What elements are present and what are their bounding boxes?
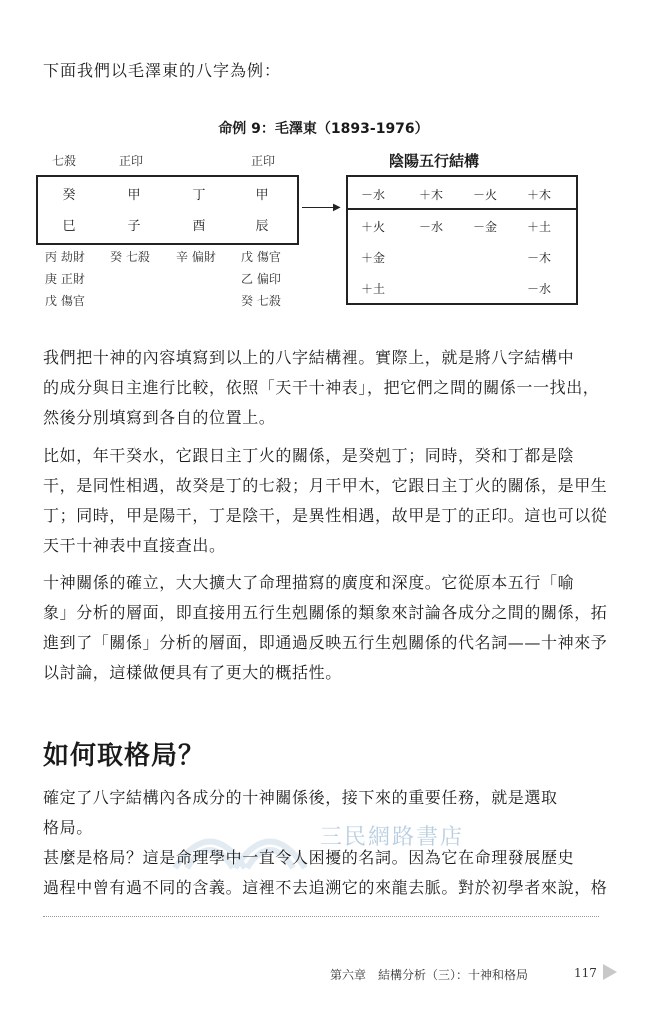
yinyang-cell: ＋金 xyxy=(361,251,386,265)
arrow-head-icon: ▶ xyxy=(333,202,341,213)
hidden-stem: 癸 七殺 xyxy=(110,250,150,264)
yinyang-cell: －水 xyxy=(361,188,386,202)
text-line: 以討論，這樣做便具有了更大的概括性。 xyxy=(43,663,342,682)
text-line: 我們把十神的內容填寫到以上的八字結構裡。實際上，就是將八字結構中 xyxy=(43,348,575,367)
text-line: 過程中曾有過不同的含義。這裡不去追溯它的來龍去脈。對於初學者來說，格 xyxy=(43,878,608,897)
earthly-branch: 子 xyxy=(127,219,141,234)
yinyang-cell: －木 xyxy=(527,251,552,265)
earthly-branch: 酉 xyxy=(192,219,206,234)
arrow-right-icon xyxy=(302,207,336,208)
yinyang-cell: ＋土 xyxy=(361,282,386,296)
text-line: 進到了「關係」分析的層面，即通過反映五行生剋關係的代名詞——十神來予 xyxy=(43,633,608,652)
yinyang-divider xyxy=(348,208,576,210)
page-number: 117 xyxy=(574,966,597,980)
hidden-stem: 乙 偏印 xyxy=(241,272,281,286)
bazi-top-label: 正印 xyxy=(119,154,144,168)
yinyang-cell: ＋木 xyxy=(527,188,552,202)
example-caption: 命例 9：毛澤東（1893-1976） xyxy=(218,121,429,137)
divider xyxy=(43,916,599,917)
yinyang-cell: －水 xyxy=(419,220,444,234)
hidden-stem: 丙 劫財 xyxy=(45,250,85,264)
text-line: 然後分別填寫到各自的位置上。 xyxy=(43,408,276,427)
hidden-stem: 戊 傷官 xyxy=(45,294,85,308)
text-line: 十神關係的確立，大大擴大了命理描寫的廣度和深度。它從原本五行「喻 xyxy=(43,573,575,592)
heavenly-stem: 癸 xyxy=(62,188,76,203)
text-line: 的成分與日主進行比較，依照「天干十神表」，把它們之間的關係一一找出， xyxy=(43,378,600,397)
paragraph-5 xyxy=(43,843,611,903)
bazi-top-label: 正印 xyxy=(251,154,276,168)
hidden-stem: 癸 七殺 xyxy=(241,294,281,308)
heavenly-stem: 甲 xyxy=(127,188,141,203)
text-line: 格局。 xyxy=(43,818,93,837)
text-line: 比如，年干癸水，它跟日主丁火的關係，是癸剋丁；同時，癸和丁都是陰 xyxy=(43,446,575,465)
earthly-branch: 巳 xyxy=(62,219,76,234)
hidden-stem: 庚 正財 xyxy=(45,272,85,286)
intro-text: 下面我們以毛澤東的八字為例： xyxy=(43,61,282,80)
paragraph-2 xyxy=(43,441,611,561)
heavenly-stem: 甲 xyxy=(255,188,269,203)
bazi-top-label: 七殺 xyxy=(52,154,77,168)
text-line: 甚麼是格局？這是命理學中一直令人困擾的名詞。因為它在命理發展歷史 xyxy=(43,848,575,867)
text-line: 確定了八字結構內各成分的十神關係後，接下來的重要任務，就是選取 xyxy=(43,788,558,807)
yinyang-cell: ＋土 xyxy=(527,220,552,234)
yinyang-cell: ＋火 xyxy=(361,220,386,234)
yinyang-cell: －火 xyxy=(473,188,498,202)
text-line: 象」分析的層面，即直接用五行生剋關係的類象來討論各成分之間的關係，拓 xyxy=(43,603,608,622)
hidden-stem: 戊 傷官 xyxy=(241,250,281,264)
yinyang-cell: ＋木 xyxy=(419,188,444,202)
yinyang-cell: －水 xyxy=(527,282,552,296)
watermark-text: 三民網路書店 xyxy=(320,825,465,850)
section-heading: 如何取格局？ xyxy=(43,741,206,771)
yinyang-cell: －金 xyxy=(473,220,498,234)
text-line: 干，是同性相遇，故癸是丁的七殺；月干甲木，它跟日主丁火的關係，是甲生 xyxy=(43,476,608,495)
paragraph-1 xyxy=(43,343,611,433)
heavenly-stem: 丁 xyxy=(192,188,206,203)
next-page-arrow-icon xyxy=(603,964,617,980)
text-line: 丁；同時，甲是陽干，丁是陰干，是異性相遇，故甲是丁的正印。這也可以從 xyxy=(43,506,608,525)
earthly-branch: 辰 xyxy=(255,219,269,234)
yinyang-title: 陰陽五行結構 xyxy=(389,152,480,170)
paragraph-3 xyxy=(43,568,611,688)
chapter-footer: 第六章 結構分析（三）：十神和格局 xyxy=(330,968,529,982)
hidden-stem: 辛 偏財 xyxy=(176,250,216,264)
text-line: 天干十神表中直接查出。 xyxy=(43,536,226,555)
